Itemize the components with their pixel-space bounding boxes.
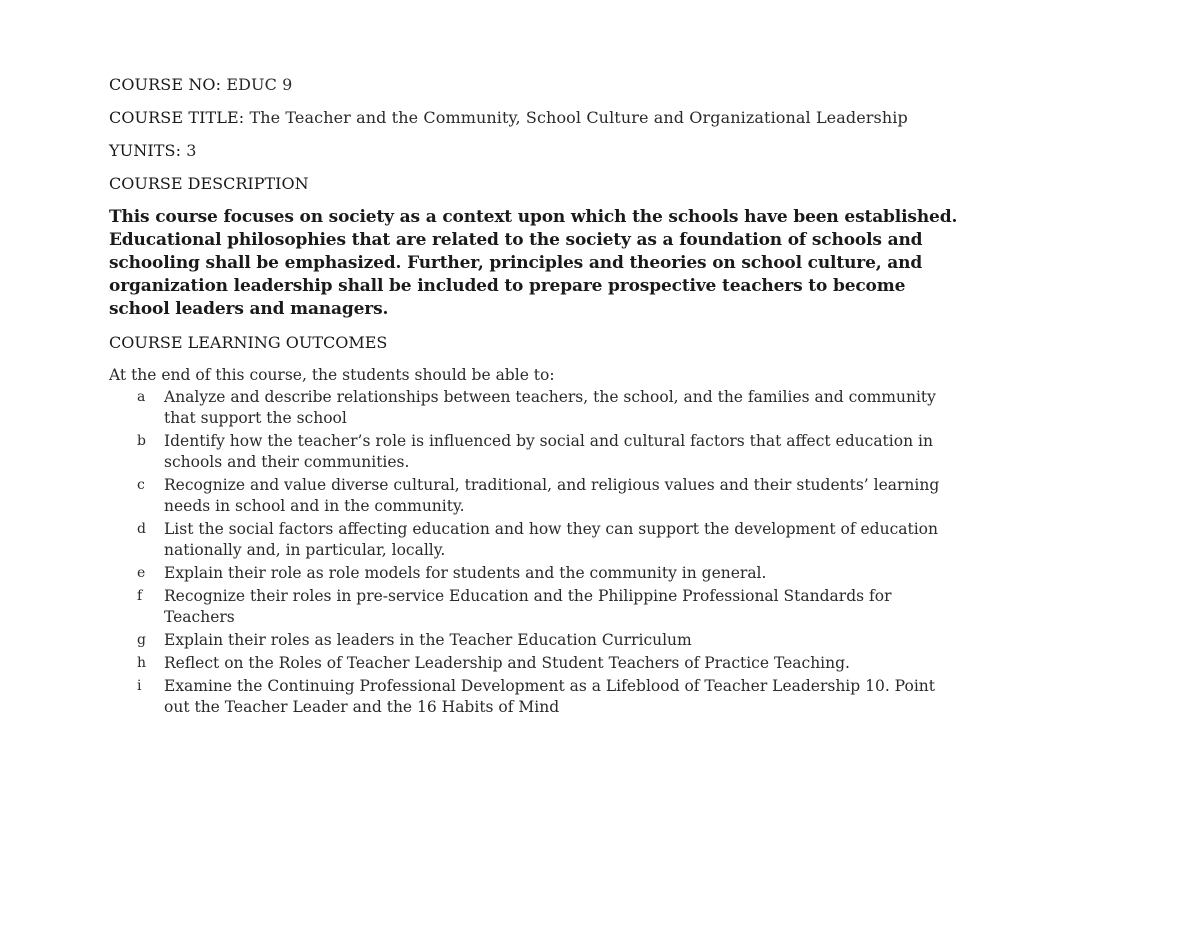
outcome-item-i [109, 676, 954, 718]
outcome-text: Examine the Continuing Professional Development as a Lifeblood of Teacher Leadership 10. Point out the Teacher Leader and the 16 Habits of Mind [164, 677, 935, 716]
yunits-field [109, 140, 969, 162]
course-title-field [109, 107, 969, 129]
course-title-label: COURSE TITLE: [109, 108, 245, 127]
course-title-value: The Teacher and the Community, School Culture and Organizational Leadership [249, 108, 908, 127]
outcome-item-h [109, 653, 954, 674]
outcome-marker: g [137, 632, 146, 648]
yunits-value: 3 [186, 141, 197, 160]
outcome-marker: e [137, 565, 146, 581]
outcome-item-e [109, 563, 954, 584]
outcome-item-c [109, 475, 954, 517]
course-description-text: This course focuses on society as a context upon which the schools have been established. Educational philosophies that are related to the society as a foundation of schools and schooling shall be emphasized. Further, principles and theories on school culture, and organization leadership shall be included to prepare prospective teachers to become school leaders and managers. [109, 207, 958, 319]
outcome-marker: f [137, 588, 143, 604]
outcome-item-f [109, 586, 954, 628]
outcome-item-b [109, 431, 954, 473]
outcome-marker: d [137, 521, 146, 537]
document-page [109, 74, 969, 720]
outcome-item-a [109, 387, 954, 429]
learning-outcomes-list [109, 387, 969, 718]
outcome-text: Explain their role as role models for students and the community in general. [164, 564, 767, 582]
course-description-heading: COURSE DESCRIPTION [109, 174, 309, 193]
outcome-item-d [109, 519, 954, 561]
course-no-label: COURSE NO: [109, 75, 222, 94]
outcome-text: Recognize and value diverse cultural, traditional, and religious values and their students’ learning needs in school and in the community. [164, 476, 940, 515]
outcome-marker: c [137, 477, 145, 493]
learning-outcomes-intro: At the end of this course, the students should be able to: [109, 366, 555, 384]
outcome-text: List the social factors affecting education and how they can support the development of education nationally and, in particular, locally. [164, 520, 938, 559]
outcome-text: Recognize their roles in pre-service Education and the Philippine Professional Standards for Teachers [164, 587, 892, 626]
outcome-text: Analyze and describe relationships between teachers, the school, and the families and community that support the school [164, 388, 936, 427]
outcome-text: Explain their roles as leaders in the Teacher Education Curriculum [164, 631, 692, 649]
outcome-text: Reflect on the Roles of Teacher Leadership and Student Teachers of Practice Teaching. [164, 654, 850, 672]
outcome-marker: a [137, 389, 146, 405]
learning-outcomes-heading: COURSE LEARNING OUTCOMES [109, 333, 388, 352]
outcome-marker: h [137, 655, 147, 671]
outcome-marker: b [137, 433, 146, 449]
outcome-item-g [109, 630, 954, 651]
outcome-marker: i [137, 678, 142, 694]
course-no-field [109, 74, 969, 96]
yunits-label: YUNITS: [109, 141, 182, 160]
outcome-text: Identify how the teacher’s role is influenced by social and cultural factors that affect education in schools and their communities. [164, 432, 933, 471]
course-no-value: EDUC 9 [226, 75, 293, 94]
